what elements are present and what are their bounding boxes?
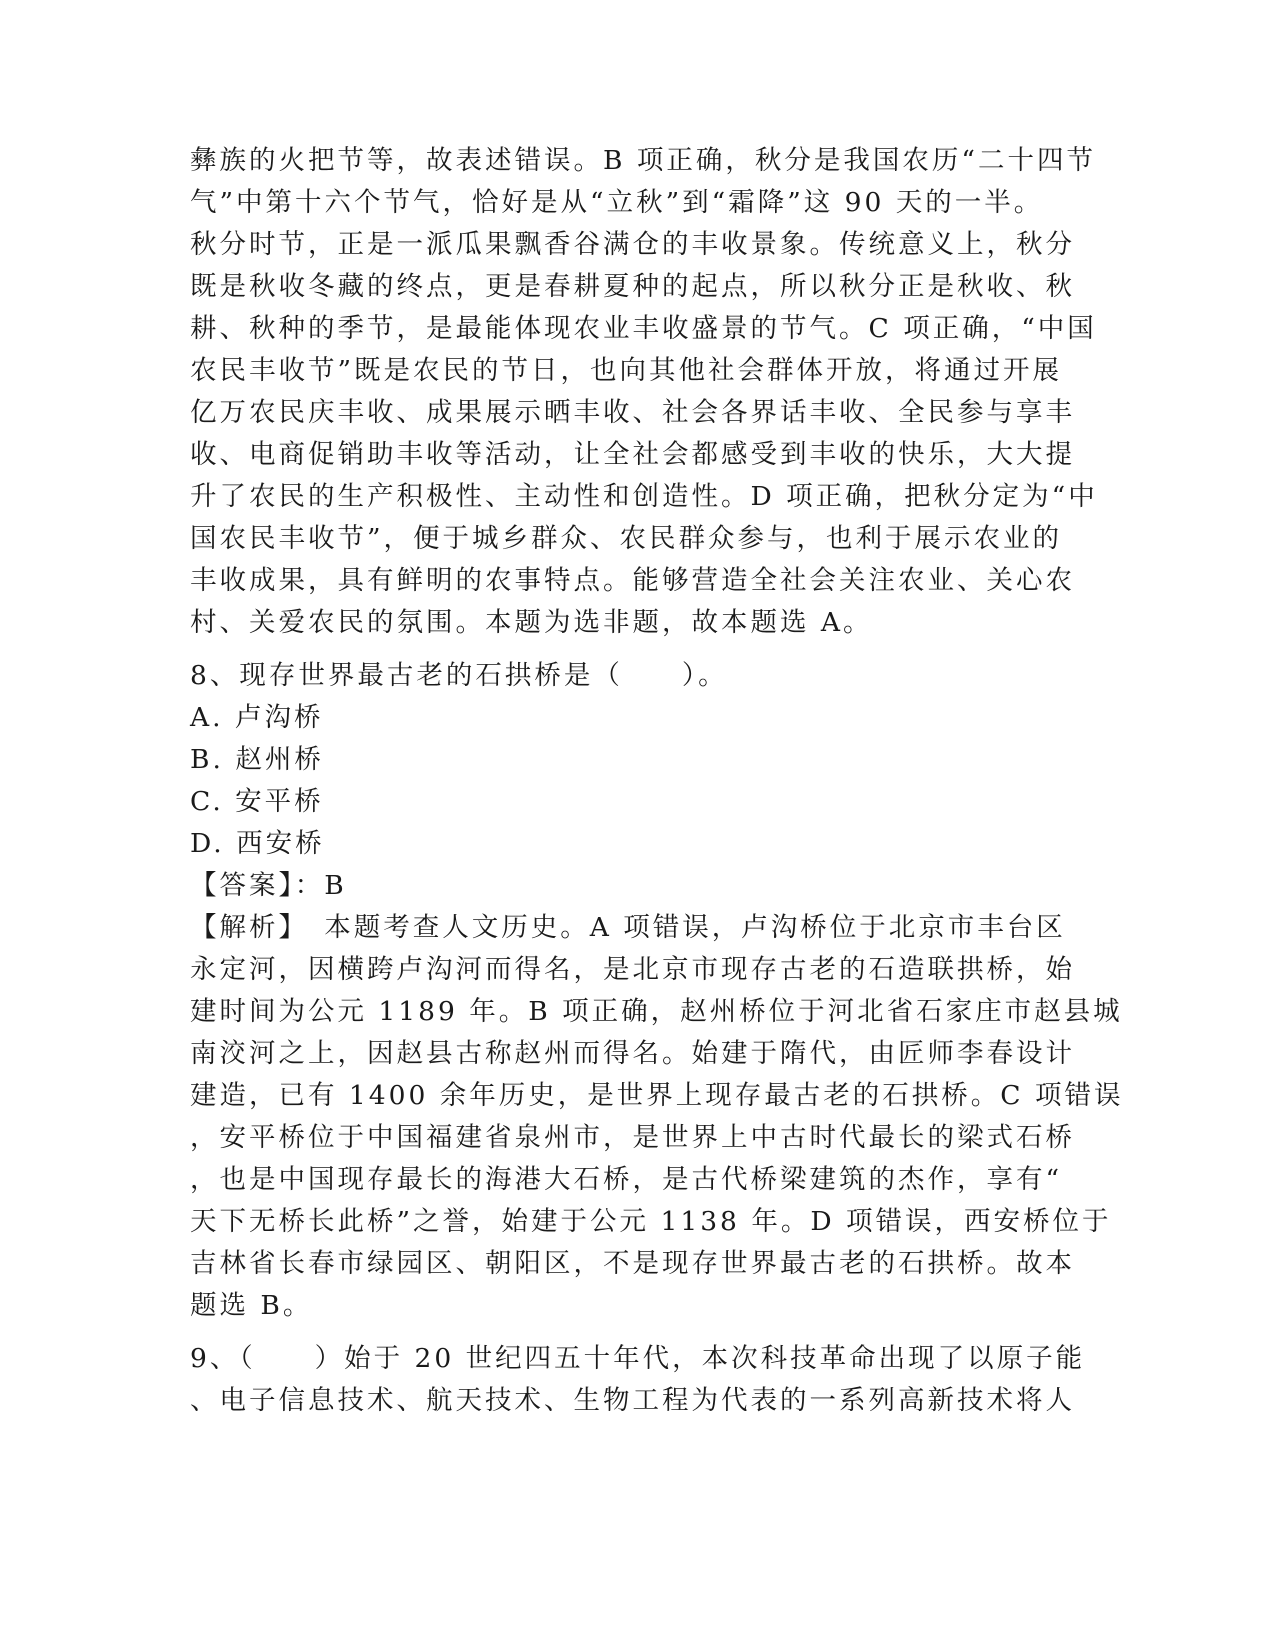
q7-explanation-line: 收、电商促销助丰收等活动，让全社会都感受到丰收的快乐，大大提 <box>190 439 1075 470</box>
q8-option-d: D. 西安桥 <box>190 828 325 859</box>
q8-explanation-line: 南洨河之上，因赵县古称赵州而得名。始建于隋代，由匠师李春设计 <box>190 1038 1075 1069</box>
q8-option-b: B. 赵州桥 <box>190 744 324 775</box>
q9-stem-line: 9、（ ）始于 20 世纪四五十年代，本次科技革命出现了以原子能 <box>190 1343 1086 1374</box>
q8-stem: 8、现存世界最古老的石拱桥是（ ）。 <box>190 660 728 691</box>
q8-answer: 【答案】：B <box>190 870 347 901</box>
q8-option-a: A. 卢沟桥 <box>190 702 324 733</box>
q9-stem-line: 、电子信息技术、航天技术、生物工程为代表的一系列高新技术将人 <box>190 1385 1075 1416</box>
q7-explanation-line: 亿万农民庆丰收、成果展示晒丰收、社会各界话丰收、全民参与享丰 <box>190 397 1075 428</box>
q7-explanation-line: 既是秋收冬藏的终点，更是春耕夏种的起点，所以秋分正是秋收、秋 <box>190 271 1075 302</box>
q8-explanation-line: 【解析】 本题考查人文历史。A 项错误，卢沟桥位于北京市丰台区 <box>190 912 1066 943</box>
q7-explanation-line: 气”中第十六个节气，恰好是从“立秋”到“霜降”这 90 天的一半。 <box>190 187 1044 218</box>
q8-explanation-line: 吉林省长春市绿园区、朝阳区，不是现存世界最古老的石拱桥。故本 <box>190 1248 1075 1279</box>
q7-explanation-line: 丰收成果，具有鲜明的农事特点。能够营造全社会关注农业、关心农 <box>190 565 1075 596</box>
q8-explanation-line: ，也是中国现存最长的海港大石桥，是古代桥梁建筑的杰作，享有“ <box>190 1164 1063 1195</box>
q8-explanation-line: 建时间为公元 1189 年。B 项正确，赵州桥位于河北省石家庄市赵县城 <box>190 996 1123 1027</box>
q8-option-c: C. 安平桥 <box>190 786 324 817</box>
q7-explanation-line: 升了农民的生产积极性、主动性和创造性。D 项正确，把秋分定为“中 <box>190 481 1098 512</box>
q7-explanation-line: 村、关爱农民的氛围。本题为选非题，故本题选 A。 <box>190 607 873 638</box>
q8-explanation-line: 永定河，因横跨卢沟河而得名，是北京市现存古老的石造联拱桥，始 <box>190 954 1075 985</box>
q7-explanation-line: 国农民丰收节”，便于城乡群众、农民群众参与，也利于展示农业的 <box>190 523 1063 554</box>
q8-explanation-line: ，安平桥位于中国福建省泉州市，是世界上中古时代最长的梁式石桥 <box>190 1122 1075 1153</box>
q7-explanation-line: 秋分时节，正是一派瓜果飘香谷满仓的丰收景象。传统意义上，秋分 <box>190 229 1075 260</box>
q8-explanation-line: 题选 B。 <box>190 1290 313 1321</box>
q8-explanation-line: 天下无桥长此桥”之誉，始建于公元 1138 年。D 项错误，西安桥位于 <box>190 1206 1112 1237</box>
q7-explanation-line: 耕、秋种的季节，是最能体现农业丰收盛景的节气。C 项正确，“中国 <box>190 313 1097 344</box>
q7-explanation-line: 彝族的火把节等，故表述错误。B 项正确，秋分是我国农历“二十四节 <box>190 145 1096 176</box>
q7-explanation-line: 农民丰收节”既是农民的节日，也向其他社会群体开放，将通过开展 <box>190 355 1063 386</box>
q8-explanation-line: 建造，已有 1400 余年历史，是世界上现存最古老的石拱桥。C 项错误 <box>190 1080 1124 1111</box>
